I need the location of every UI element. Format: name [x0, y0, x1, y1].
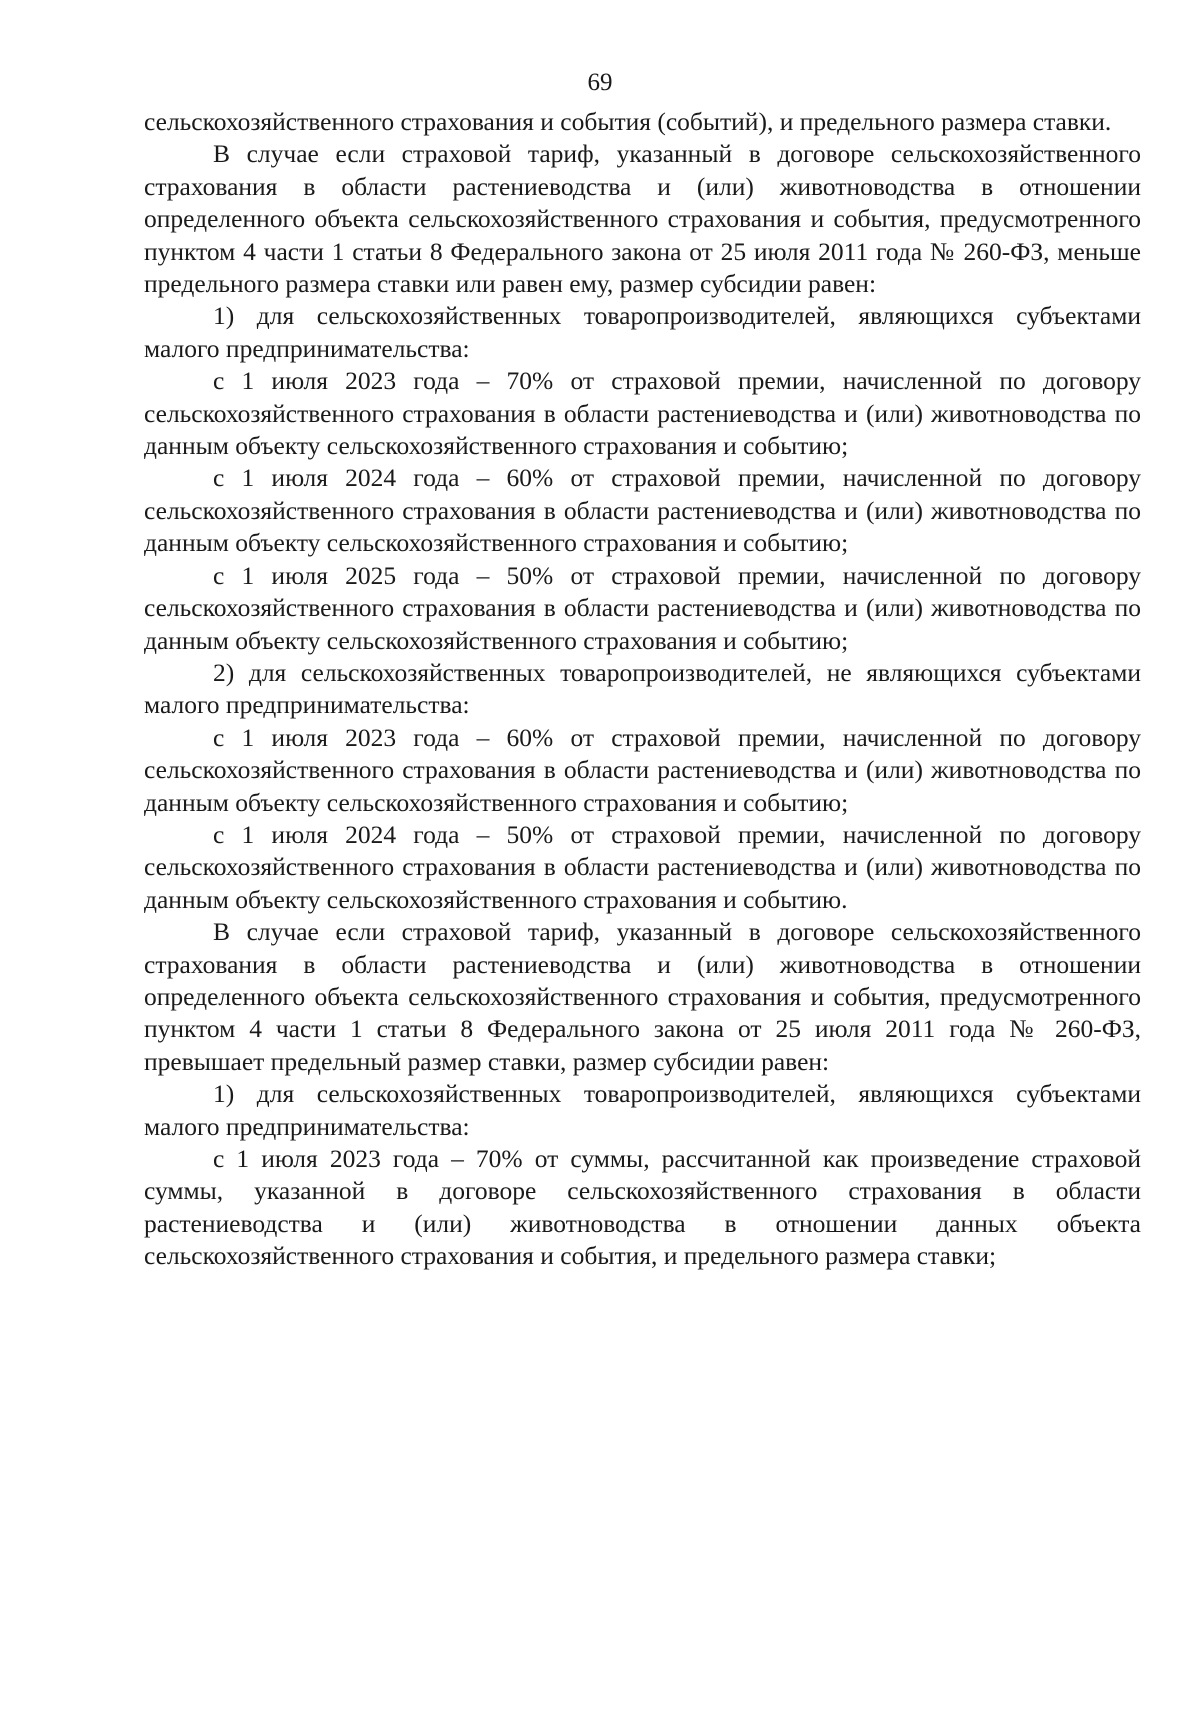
paragraph: с 1 июля 2023 года – 70% от страховой премии, начисленной по договору сельскохозяйственного страхования в области растениеводства и (или) животноводства по данным объекту сельскохозяйственного страхования и событию; [144, 366, 1141, 461]
paragraph: с 1 июля 2024 года – 60% от страховой премии, начисленной по договору сельскохозяйственного страхования в области растениеводства и (или) животноводства по данным объекту сельскохозяйственного страхования и событию; [144, 463, 1141, 558]
paragraph: с 1 июля 2025 года – 50% от страховой премии, начисленной по договору сельскохозяйственного страхования в области растениеводства и (или) животноводства по данным объекту сельскохозяйственного страхования и событию; [144, 560, 1141, 655]
paragraph: с 1 июля 2023 года – 70% от суммы, рассчитанной как произведение страховой суммы, указанной в договоре сельскохозяйственного страхования в области растениеводства и (или) животноводства в отношении данных объекта сельскохозяйственного страхования и события, и предельного размера ставки; [144, 1144, 1141, 1271]
list-item: 1) для сельскохозяйственных товаропроизводителей, являющихся субъектами малого предпринимательства: [144, 1079, 1141, 1141]
paragraph: с 1 июля 2024 года – 50% от страховой премии, начисленной по договору сельскохозяйственного страхования в области растениеводства и (или) животноводства по данным объекту сельскохозяйственного страхования и событию. [144, 819, 1141, 914]
list-item: 1) для сельскохозяйственных товаропроизводителей, являющихся субъектами малого предпринимательства: [144, 301, 1141, 363]
paragraph: В случае если страховой тариф, указанный в договоре сельскохозяйственного страхования в области растениеводства и (или) животноводства в отношении определенного объекта сельскохозяйственного страхования и события, предусмотренного пунктом 4 части 1 статьи 8 Федерального закона от 25 июля 2011 года № 260-ФЗ, превышает предельный размер ставки, размер субсидии равен: [144, 917, 1141, 1076]
paragraph: сельскохозяйственного страхования и события (событий), и предельного размера ставки. [144, 107, 1112, 136]
list-item: 2) для сельскохозяйственных товаропроизводителей, не являющихся субъектами малого предпринимательства: [144, 657, 1141, 720]
page-number: 69 [587, 69, 613, 96]
document-body [144, 106, 1141, 1273]
paragraph: В случае если страховой тариф, указанный в договоре сельскохозяйственного страхования в области растениеводства и (или) животноводства в отношении определенного объекта сельскохозяйственного страхования и события, предусмотренного пунктом 4 части 1 статьи 8 Федерального закона от 25 июля 2011 года № 260-ФЗ, меньше предельного размера ставки или равен ему, размер субсидии равен: [144, 139, 1141, 299]
paragraph: с 1 июля 2023 года – 60% от страховой премии, начисленной по договору сельскохозяйственного страхования в области растениеводства и (или) животноводства по данным объекту сельскохозяйственного страхования и событию; [144, 722, 1141, 817]
